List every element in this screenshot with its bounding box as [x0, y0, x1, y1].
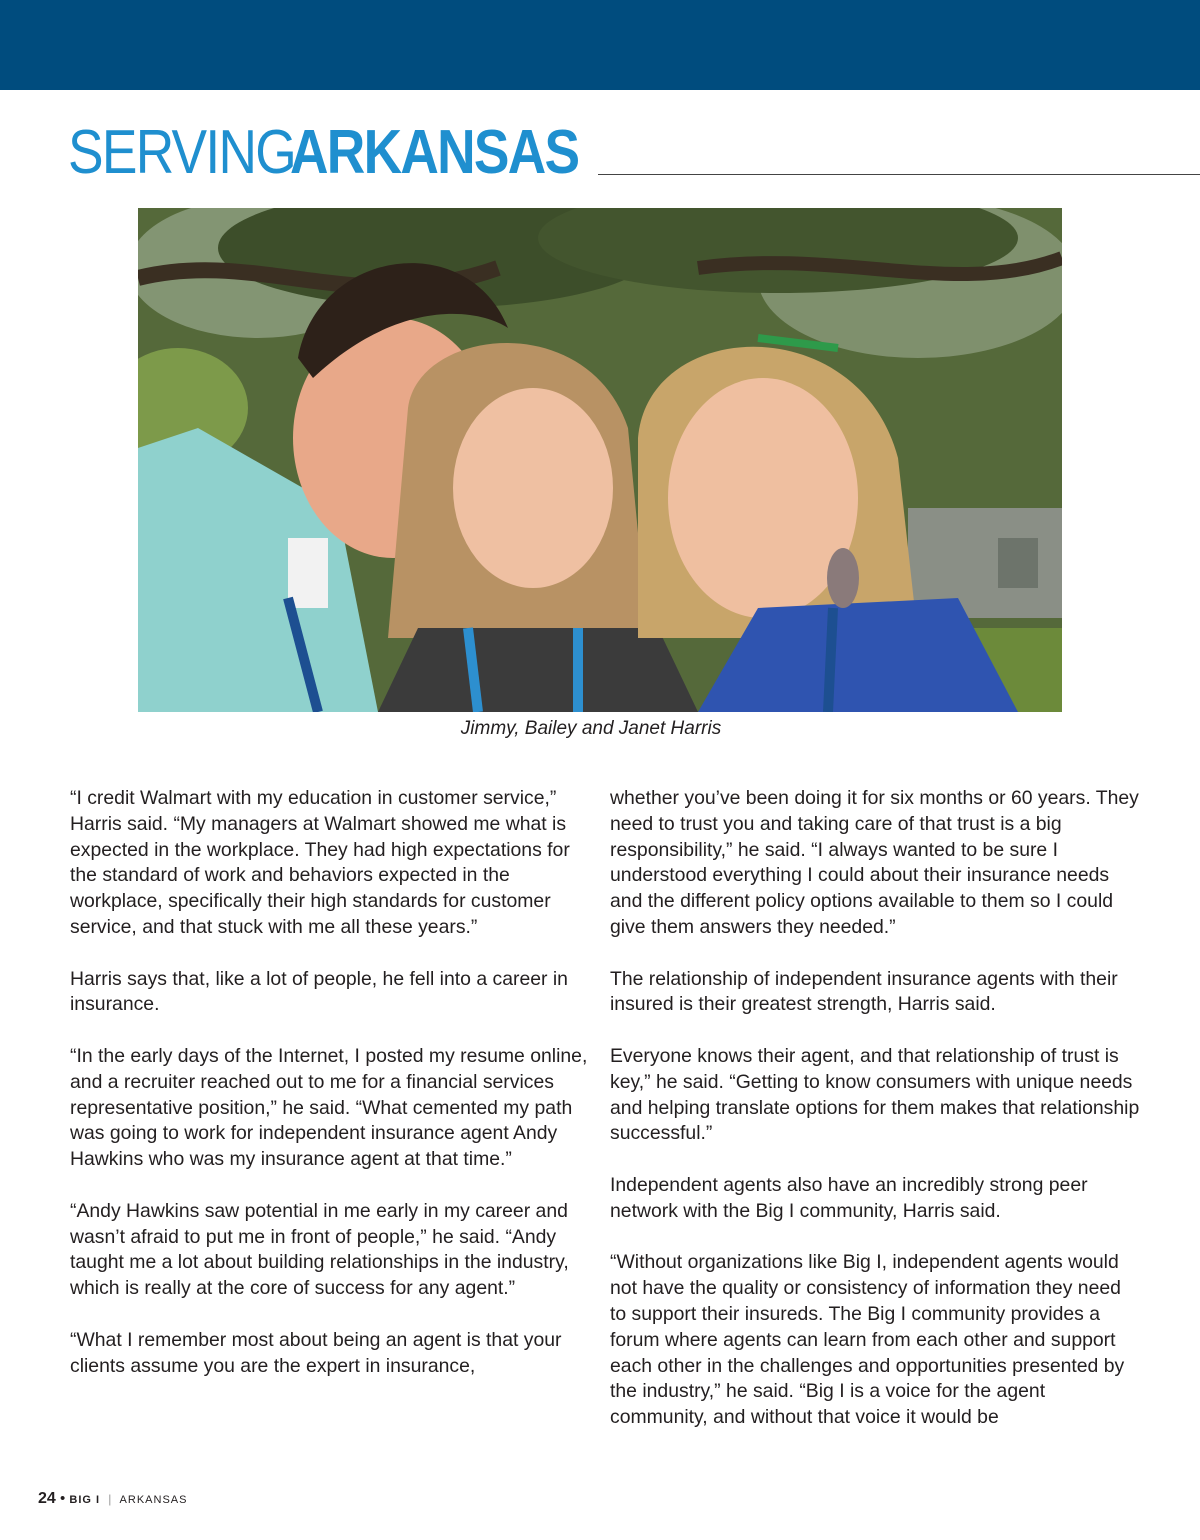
- article-paragraph: Independent agents also have an incredibly strong peer network with the Big I community, Harris said.: [610, 1173, 1088, 1222]
- family-photo: [138, 208, 1062, 712]
- photo-caption: Jimmy, Bailey and Janet Harris: [460, 718, 722, 739]
- headline-light: SERVING: [68, 117, 295, 187]
- article-paragraph: whether you’ve been doing it for six months or 60 years. They need to trust you and taking care of that trust is a big responsibility,” he said. “I always wanted to be sure I understood everything I could about their insurance needs and the different policy options available to them so I could give them answers they needed.”: [610, 787, 1139, 938]
- article-paragraph: “Andy Hawkins saw potential in me early in my career and wasn’t afraid to put me in front of people,” he said. “Andy taught me a lot about building relationships in the industry, which is really at the core of success for any agent.”: [70, 1199, 569, 1300]
- article-paragraph: “I credit Walmart with my education in customer service,” Harris said. “My managers at Walmart showed me what is expected in the workplace. They had high expectations for the standard of work and behaviors expected in the workplace, specifically their high standards for customer service, and that stuck with me all these years.”: [70, 787, 570, 938]
- headline-bold: ARKANSAS: [290, 117, 579, 187]
- article-column-left: [70, 786, 590, 1379]
- footer-separator: |: [108, 1492, 112, 1506]
- article-paragraph: Everyone knows their agent, and that relationship of trust is key,” he said. “Getting to know consumers with unique needs and helping translate options for them makes that relationship successful.”: [610, 1044, 1140, 1145]
- article-paragraph: “What I remember most about being an agent is that your clients assume you are the expert in insurance,: [70, 1328, 562, 1377]
- page-number: 24: [38, 1490, 56, 1507]
- header-band: [0, 0, 1200, 90]
- footer-bullet: •: [59, 1490, 66, 1507]
- page-title: [68, 112, 625, 192]
- article-paragraph: “Without organizations like Big I, independent agents would not have the quality or consistency of information they need to support their insureds. The Big I community provides a forum where agents can learn from each other and support each other in the challenges and opportunities presented by the industry,” he said. “Big I is a voice for the agent community, and without that voice it would be: [610, 1251, 1125, 1429]
- article-column-right: [610, 786, 1140, 1431]
- article-paragraph: “In the early days of the Internet, I posted my resume online, and a recruiter reached out to me for a financial services representative position,” he said. “What cemented my path was going to work for independent insurance agent Andy Hawkins who was my insurance agent at that time.”: [70, 1044, 588, 1171]
- article-paragraph: The relationship of independent insurance agents with their insured is their greatest strength, Harris said.: [610, 967, 1118, 1016]
- headline-rule: [598, 174, 1200, 175]
- footer-state: ARKANSAS: [119, 1494, 188, 1506]
- publication-name: BIG I: [69, 1494, 101, 1506]
- page-footer: [38, 1490, 187, 1508]
- article-paragraph: Harris says that, like a lot of people, he fell into a career in insurance.: [70, 967, 568, 1016]
- photo-illustration: [138, 208, 1062, 712]
